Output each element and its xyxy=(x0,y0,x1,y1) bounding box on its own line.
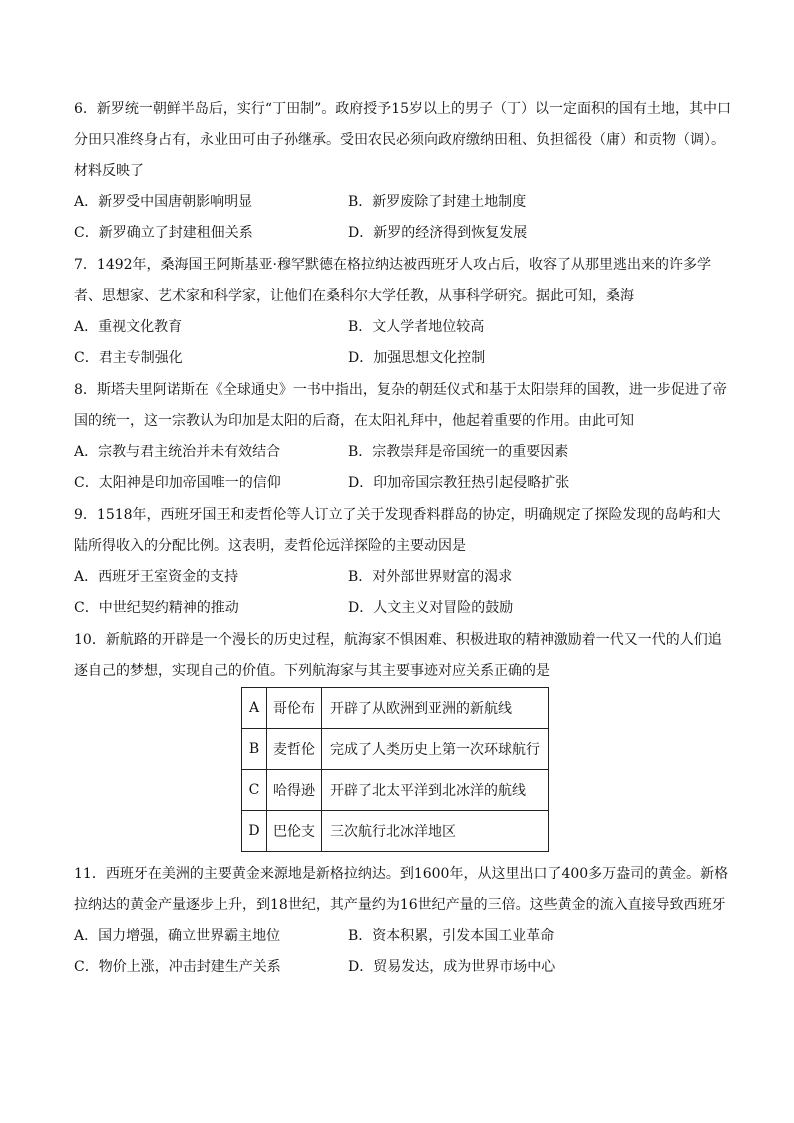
question-11 xyxy=(74,859,734,983)
option-a: A．重视文化教育 xyxy=(74,319,183,335)
option-a: A．国力增强，确立世界霸主地位 xyxy=(74,928,281,944)
navigator-matching-table xyxy=(241,687,549,852)
option-row xyxy=(74,437,734,468)
option-d: D．新罗的经济得到恢复发展 xyxy=(348,225,528,241)
option-row xyxy=(74,952,734,983)
option-b: B．新罗废除了封建土地制度 xyxy=(348,194,527,210)
option-d: D．加强思想文化控制 xyxy=(348,350,486,366)
question-stem: 8．斯塔夫里阿诺斯在《全球通史》一书中指出，复杂的朝廷仪式和基于太阳崇拜的国教，进一步促进了帝国的统一，这一宗教认为印加是太阳的后裔，在太阳礼拜中，他起着重要的作用。由此可知 xyxy=(74,382,727,429)
question-stem: 7．1492年，桑海国王阿斯基亚·穆罕默德在格拉纳达被西班牙人攻占后，收容了从那里逃出来的许多学者、思想家、艺术家和科学家，让他们在桑科尔大学任教，从事科学研究。据此可知，桑海 xyxy=(74,257,711,304)
option-c: C．君主专制强化 xyxy=(74,350,183,366)
question-10 xyxy=(74,625,734,687)
option-row xyxy=(74,312,734,343)
option-row xyxy=(74,562,734,593)
question-8 xyxy=(74,375,734,499)
question-6 xyxy=(74,94,734,249)
table-cell-letter: A xyxy=(242,688,267,729)
question-stem: 11．西班牙在美洲的主要黄金来源地是新格拉纳达。到1600年，从这里出口了400多万盎司的黄金。新格拉纳达的黄金产量逐步上升，到18世纪，其产量约为16世纪产量的三倍。这些黄金的流入直接导致西班牙 xyxy=(74,866,729,913)
option-b: B．文人学者地位较高 xyxy=(348,319,485,335)
option-row xyxy=(74,187,734,218)
option-c: C．太阳神是印加帝国唯一的信仰 xyxy=(74,475,281,491)
table-row xyxy=(242,811,549,852)
option-b: B．宗教崇拜是帝国统一的重要因素 xyxy=(348,444,569,460)
table-cell-navigator: 巴伦支 xyxy=(267,811,322,852)
table-cell-letter: C xyxy=(242,770,267,811)
table-cell-deed: 完成了人类历史上第一次环球航行 xyxy=(322,729,549,770)
table-cell-deed: 三次航行北冰洋地区 xyxy=(322,811,549,852)
option-d: D．贸易发达，成为世界市场中心 xyxy=(348,959,556,975)
option-b: B．资本积累，引发本国工业革命 xyxy=(348,928,555,944)
table-row xyxy=(242,770,549,811)
option-b: B．对外部世界财富的渴求 xyxy=(348,569,513,585)
table-cell-navigator: 哈得逊 xyxy=(267,770,322,811)
option-a: A．西班牙王室资金的支持 xyxy=(74,569,239,585)
table-row xyxy=(242,729,549,770)
table-cell-navigator: 麦哲伦 xyxy=(267,729,322,770)
option-c: C．新罗确立了封建租佃关系 xyxy=(74,225,253,241)
table-cell-deed: 开辟了从欧洲到亚洲的新航线 xyxy=(322,688,549,729)
table-cell-letter: D xyxy=(242,811,267,852)
question-stem: 10．新航路的开辟是一个漫长的历史过程，航海家不惧困难、积极进取的精神激励着一代又一代的人们追逐自己的梦想，实现自己的价值。下列航海家与其主要事迹对应关系正确的是 xyxy=(74,632,722,679)
option-a: A．新罗受中国唐朝影响明显 xyxy=(74,194,253,210)
option-row xyxy=(74,343,734,374)
question-7 xyxy=(74,250,734,374)
question-9 xyxy=(74,500,734,624)
option-row xyxy=(74,218,734,249)
option-row xyxy=(74,921,734,952)
option-row xyxy=(74,593,734,624)
option-a: A．宗教与君主统治并未有效结合 xyxy=(74,444,281,460)
option-c: C．物价上涨，冲击封建生产关系 xyxy=(74,959,281,975)
option-row xyxy=(74,468,734,499)
option-d: D．印加帝国宗教狂热引起侵略扩张 xyxy=(348,475,570,491)
table-cell-deed: 开辟了北太平洋到北冰洋的航线 xyxy=(322,770,549,811)
option-c: C．中世纪契约精神的推动 xyxy=(74,600,239,616)
table-row xyxy=(242,688,549,729)
question-stem: 9．1518年，西班牙国王和麦哲伦等人订立了关于发现香料群岛的协定，明确规定了探险发现的岛屿和大陆所得收入的分配比例。这表明，麦哲伦远洋探险的主要动因是 xyxy=(74,507,721,554)
table-cell-letter: B xyxy=(242,729,267,770)
question-stem: 6．新罗统一朝鲜半岛后，实行“丁田制”。政府授予15岁以上的男子（丁）以一定面积的国有土地，其中口分田只准终身占有，永业田可由子孙继承。受田农民必须向政府缴纳田租、负担徭役（庸）和贡物（调）。材料反映了 xyxy=(74,101,732,179)
option-d: D．人文主义对冒险的鼓励 xyxy=(348,600,514,616)
table-cell-navigator: 哥伦布 xyxy=(267,688,322,729)
